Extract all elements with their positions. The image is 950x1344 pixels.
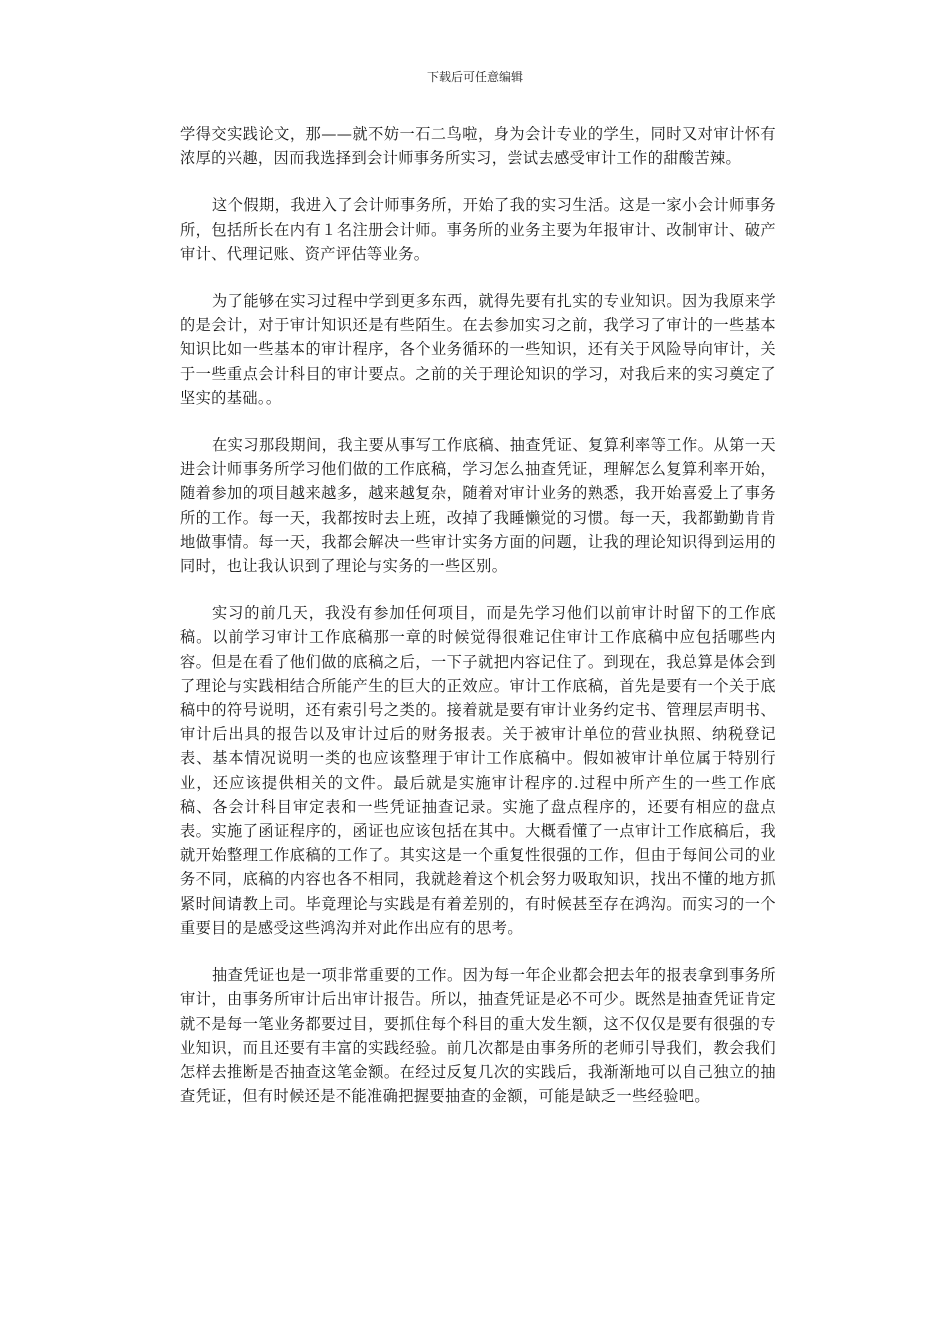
paragraph-4: 在实习那段期间，我主要从事写工作底稿、抽查凭证、复算利率等工作。从第一天进会计师事务所学习他们做的工作底稿，学习怎么抽查凭证，理解怎么复算利率开始，随着参加的项目越来越多，越来越复杂，随着对审计业务的熟悉，我开始喜爱上了事务所的工作。每一天，我都按时去上班，改掉了我睡懒觉的习惯。每一天，我都勤勤肯肯地做事情。每一天，我都会解决一些审计实务方面的问题，让我的理论知识得到运用的同时，也让我认识到了理论与实务的一些区别。 xyxy=(180,436,776,576)
paragraph-1: 学得交实践论文，那——就不妨一石二鸟啦，身为会计专业的学生，同时又对审计怀有浓厚的兴趣，因而我选择到会计师事务所实习，尝试去感受审计工作的甜酸苦辣。 xyxy=(180,125,776,168)
paragraph-2: 这个假期，我进入了会计师事务所，开始了我的实习生活。这是一家小会计师事务所，包括所长在内有１名注册会计师。事务所的业务主要为年报审计、改制审计、破产审计、代理记账、资产评估等业务。 xyxy=(180,196,776,263)
paragraph-6: 抽查凭证也是一项非常重要的工作。因为每一年企业都会把去年的报表拿到事务所审计，由事务所审计后出审计报告。所以，抽查凭证是必不可少。既然是抽查凭证肯定就不是每一笔业务都要过目，要抓住每个科目的重大发生额，这不仅仅是要有很强的专业知识，而且还要有丰富的实践经验。前几次都是由事务所的老师引导我们，教会我们怎样去推断是否抽查这笔金额。在经过反复几次的实践后，我渐渐地可以自己独立的抽查凭证，但有时候还是不能准确把握要抽查的金额，可能是缺乏一些经验吧。 xyxy=(180,966,776,1106)
document-body xyxy=(180,122,776,1131)
page-header: 下载后可任意编辑 xyxy=(426,70,523,84)
paragraph-3: 为了能够在实习过程中学到更多东西，就得先要有扎实的专业知识。因为我原来学的是会计，对于审计知识还是有些陌生。在去参加实习之前，我学习了审计的一些基本知识比如一些基本的审计程序，各个业务循环的一些知识，还有关于风险导向审计，关于一些重点会计科目的审计要点。之前的关于理论知识的学习，对我后来的实习奠定了坚实的基础。。 xyxy=(180,292,776,407)
paragraph-5: 实习的前几天，我没有参加任何项目，而是先学习他们以前审计时留下的工作底稿。以前学习审计工作底稿那一章的时候觉得很难记住审计工作底稿中应包括哪些内容。但是在看了他们做的底稿之后，一下子就把内容记住了。到现在，我总算是体会到了理论与实践相结合所能产生的巨大的正效应。审计工作底稿，首先是要有一个关于底稿中的符号说明，还有索引号之类的。接着就是要有审计业务约定书、管理层声明书、审计后出具的报告以及审计过后的财务报表。关于被审计单位的营业执照、纳税登记表、基本情况说明一类的也应该整理于审计工作底稿中。假如被审计单位属于特别行业，还应该提供相关的文件。最后就是实施审计程序的.过程中所产生的一些工作底稿、各会计科目审定表和一些凭证抽查记录。实施了盘点程序的，还要有相应的盘点表。实施了函证程序的，函证也应该包括在其中。大概看懂了一点审计工作底稿后，我就开始整理工作底稿的工作了。其实这是一个重复性很强的工作，但由于每间公司的业务不同，底稿的内容也各不相同，我就趁着这个机会努力吸取知识，找出不懂的地方抓紧时间请教上司。毕竟理论与实践是有着差别的，有时候甚至存在鸿沟。而实习的一个重要目的是感受这些鸿沟并对此作出应有的思考。 xyxy=(180,604,776,937)
